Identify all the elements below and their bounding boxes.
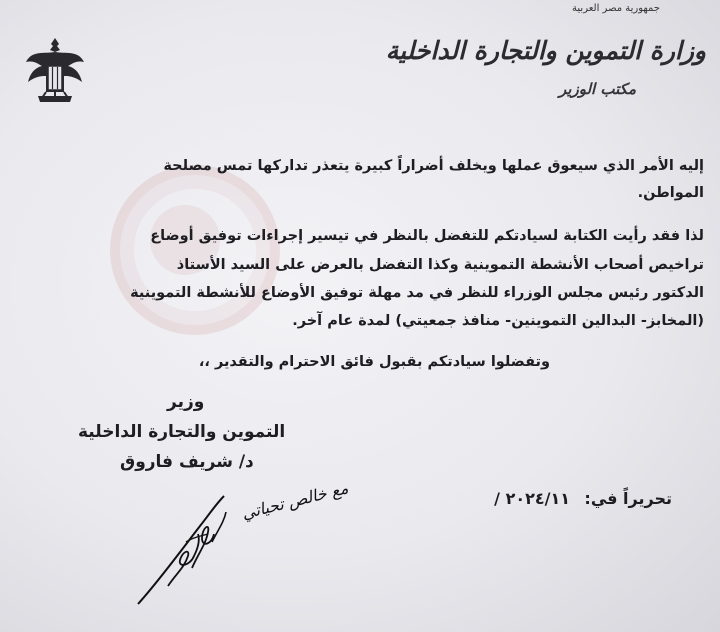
body-line: تراخيص أصحاب الأنشطة التموينية وكذا التفضل بالعرض على السيد الأستاذ	[176, 257, 704, 273]
handwritten-signature-icon	[128, 482, 248, 612]
handwritten-note: مع خالص تحياتي	[240, 478, 351, 524]
body-line: المواطن.	[637, 185, 704, 201]
signature-title-minister: وزير	[167, 392, 205, 412]
body-line: لذا فقد رأيت الكتابة لسيادتكم للتفضل بالنظر في تيسير إجراءات توفيق أوضاع	[150, 228, 704, 244]
republic-header: جمهورية مصر العربية	[572, 3, 660, 14]
body-line: الدكتور رئيس مجلس الوزراء للنظر في مد مهلة توفيق الأوضاع للأنشطة التموينية	[130, 285, 704, 301]
body-line: إليه الأمر الذي سيعوق عملها ويخلف أضراراً كبيرة يتعذر تداركها تمس مصلحة	[163, 158, 704, 174]
minister-office-header: مكتب الوزير	[559, 80, 636, 98]
signature-title-ministry: التموين والتجارة الداخلية	[78, 422, 286, 442]
closing-line: وتفضلوا سيادتكم بقبول فائق الاحترام والتقدير ،،	[198, 354, 550, 370]
signature-name: د/ شريف فاروق	[120, 452, 254, 472]
body-line: (المخابز- البدالين التموينين- منافذ جمعيتي) لمدة عام آخر.	[292, 313, 704, 329]
date-label: تحريراً في:	[584, 489, 672, 508]
eagle-emblem-icon	[24, 36, 86, 112]
ministry-header: وزارة التموين والتجارة الداخلية	[385, 36, 706, 65]
date-value: / ٢٠٢٤/١١	[494, 489, 570, 508]
